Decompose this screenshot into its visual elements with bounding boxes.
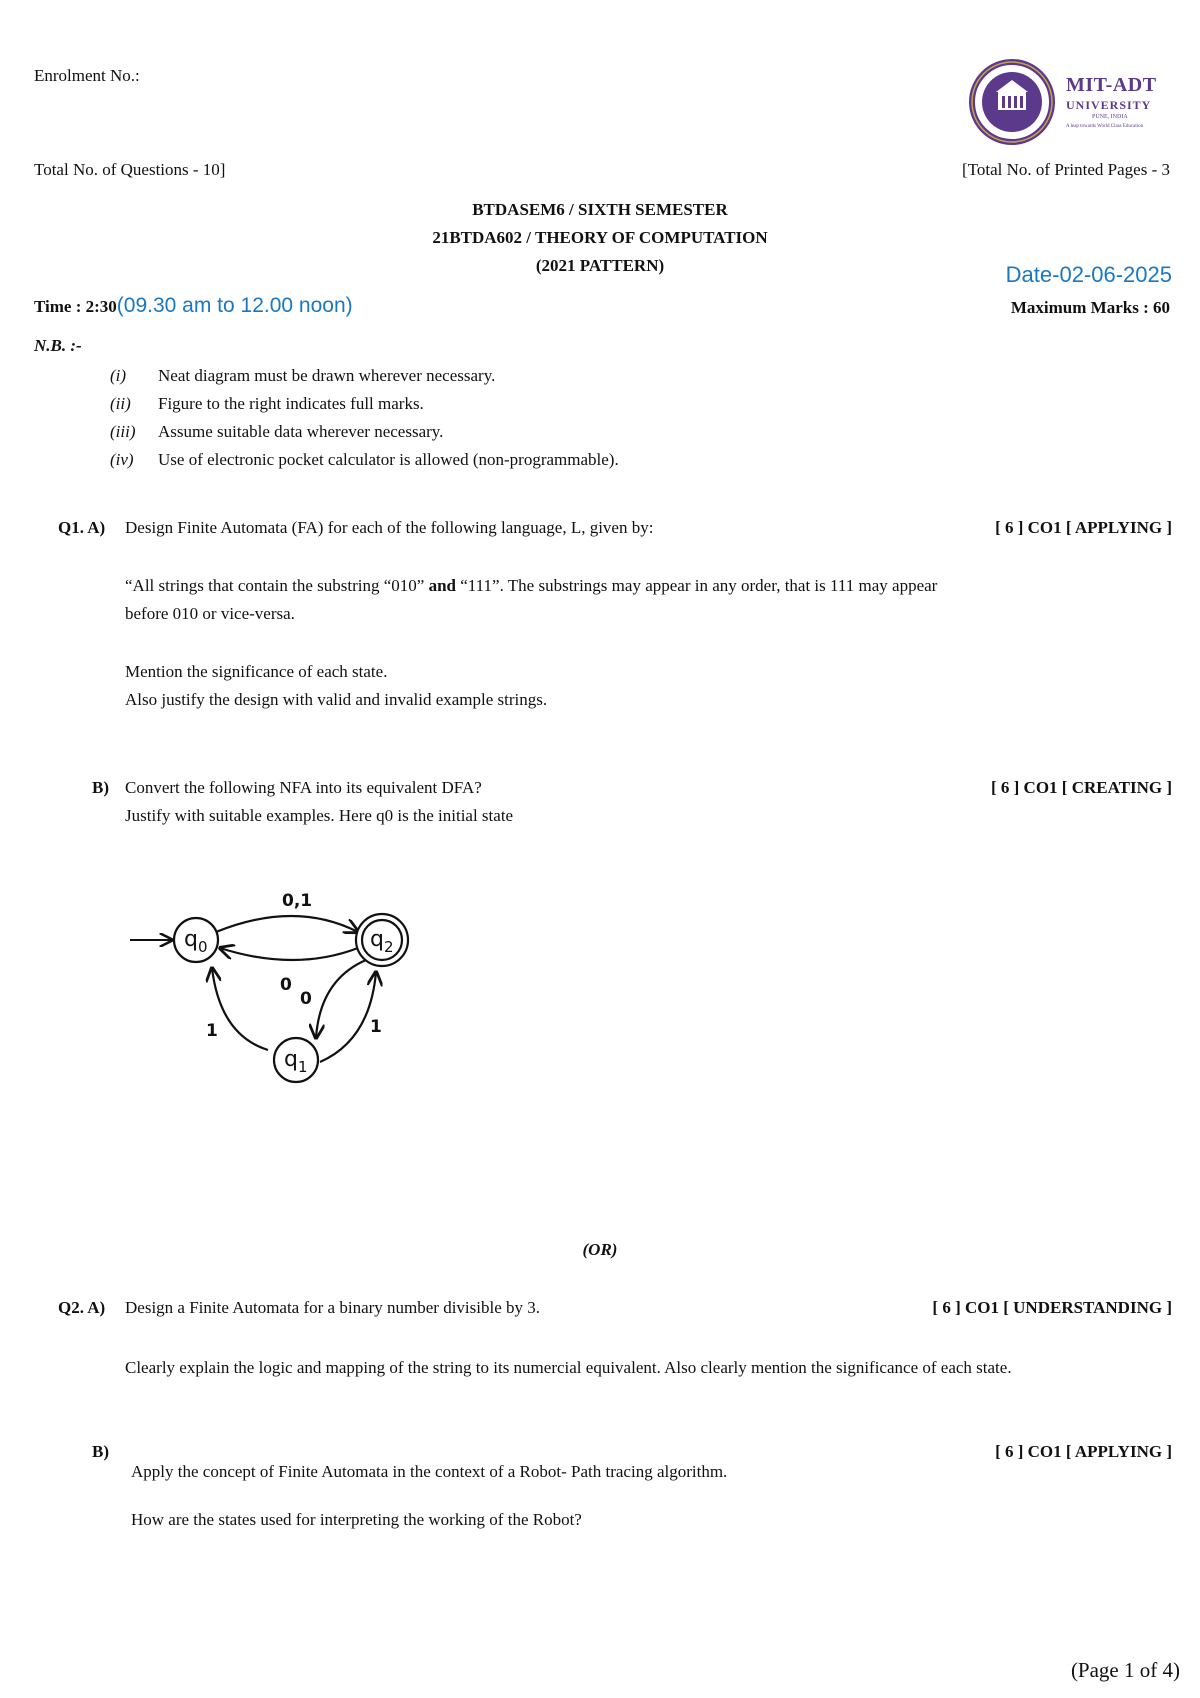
edge-q0-q2 (216, 916, 358, 932)
edge-label-q1-q2: 1 (370, 1017, 382, 1037)
title-course: 21BTDA602 / THEORY OF COMPUTATION (432, 228, 768, 247)
q2a-text: Design a Finite Automata for a binary number divisible by 3. (125, 1298, 541, 1317)
q2b-line2: How are the states used for interpreting the working of the Robot? (131, 1510, 582, 1529)
exam-date: Date-02-06-2025 (1005, 262, 1172, 287)
q1a-quote-line2: before 010 or vice-versa. (125, 604, 295, 623)
nb-item: (ii) Figure to the right indicates full marks. (110, 394, 424, 413)
edge-label-q1-q0: 1 (206, 1021, 218, 1041)
q2b-marks: [ 6 ] CO1 [ APPLYING ] (995, 1442, 1172, 1461)
edge-q2-q0 (220, 948, 358, 960)
total-pages: [Total No. of Printed Pages - 3 (962, 160, 1170, 179)
or-separator: (OR) (582, 1240, 618, 1259)
edge-label-q2-q1: 0 (300, 989, 312, 1009)
logo-place: PUNE, INDIA (1092, 114, 1128, 120)
q1a-text: Design Finite Automata (FA) for each of the following language, L, given by: (125, 518, 654, 537)
q2a-marks: [ 6 ] CO1 [ UNDERSTANDING ] (932, 1298, 1172, 1317)
q1b-number: B) (92, 778, 109, 797)
time-row (34, 294, 353, 318)
q1b-line2: Justify with suitable examples. Here q0 is the initial state (125, 806, 514, 825)
q1b-marks: [ 6 ] CO1 [ CREATING ] (990, 778, 1172, 797)
university-logo (968, 58, 1178, 148)
q2a-line2: Clearly explain the logic and mapping of the string to its numercial equivalent. Also clearly mention the significance of each state. (125, 1358, 1012, 1377)
q1a-line4: Also justify the design with valid and invalid example strings. (125, 690, 548, 709)
title-pattern: (2021 PATTERN) (535, 256, 665, 275)
state-q2-label: $q_2$ (370, 927, 394, 956)
q2b-number: B) (92, 1442, 109, 1461)
edge-label-q0-q2: 0,1 (282, 891, 313, 911)
page-number: (Page 1 of 4) (1070, 1658, 1180, 1682)
logo-tagline: A leap towards World Class Education (1066, 124, 1144, 129)
edge-q2-q1 (316, 960, 366, 1038)
logo-name: MIT-ADT (1066, 74, 1157, 96)
time-label: Time : 2:30 (34, 297, 117, 316)
q1a-marks: [ 6 ] CO1 [ APPLYING ] (995, 518, 1172, 537)
nb-label: N.B. :- (34, 336, 82, 355)
maximum-marks: Maximum Marks : 60 (1010, 298, 1170, 317)
nb-item: (iv) Use of electronic pocket calculator is allowed (non-programmable). (110, 450, 619, 469)
title-semester: BTDASEM6 / SIXTH SEMESTER (472, 200, 728, 219)
q1a-number: Q1. A) (58, 518, 106, 537)
q1b-text: Convert the following NFA into its equivalent DFA? (125, 778, 482, 797)
q2a-number: Q2. A) (58, 1298, 106, 1317)
nb-item: (i) Neat diagram must be drawn wherever necessary. (110, 366, 496, 385)
time-range: (09.30 am to 12.00 noon) (116, 294, 353, 317)
edge-q1-q2 (320, 972, 376, 1062)
nb-item: (iii) Assume suitable data wherever necessary. (110, 422, 444, 441)
q2b-line1: Apply the concept of Finite Automata in the context of a Robot- Path tracing algorithm. (131, 1462, 728, 1481)
q1a-line3: Mention the significance of each state. (125, 662, 388, 681)
enrolment-label: Enrolment No.: (34, 66, 140, 85)
total-questions: Total No. of Questions - 10] (34, 160, 226, 179)
state-q0-label: $q_0$ (184, 927, 208, 956)
edge-q1-q0 (212, 968, 268, 1050)
edge-label-q2-q0: 0 (280, 975, 292, 995)
state-q1-label: $q_1$ (284, 1047, 308, 1076)
nfa-diagram (120, 890, 440, 1100)
q1a-quote: “All strings that contain the substring “010” and “111”. The substrings may appear in any order, that is 111 may appear (125, 576, 938, 595)
logo-sub: UNIVERSITY (1066, 98, 1152, 112)
